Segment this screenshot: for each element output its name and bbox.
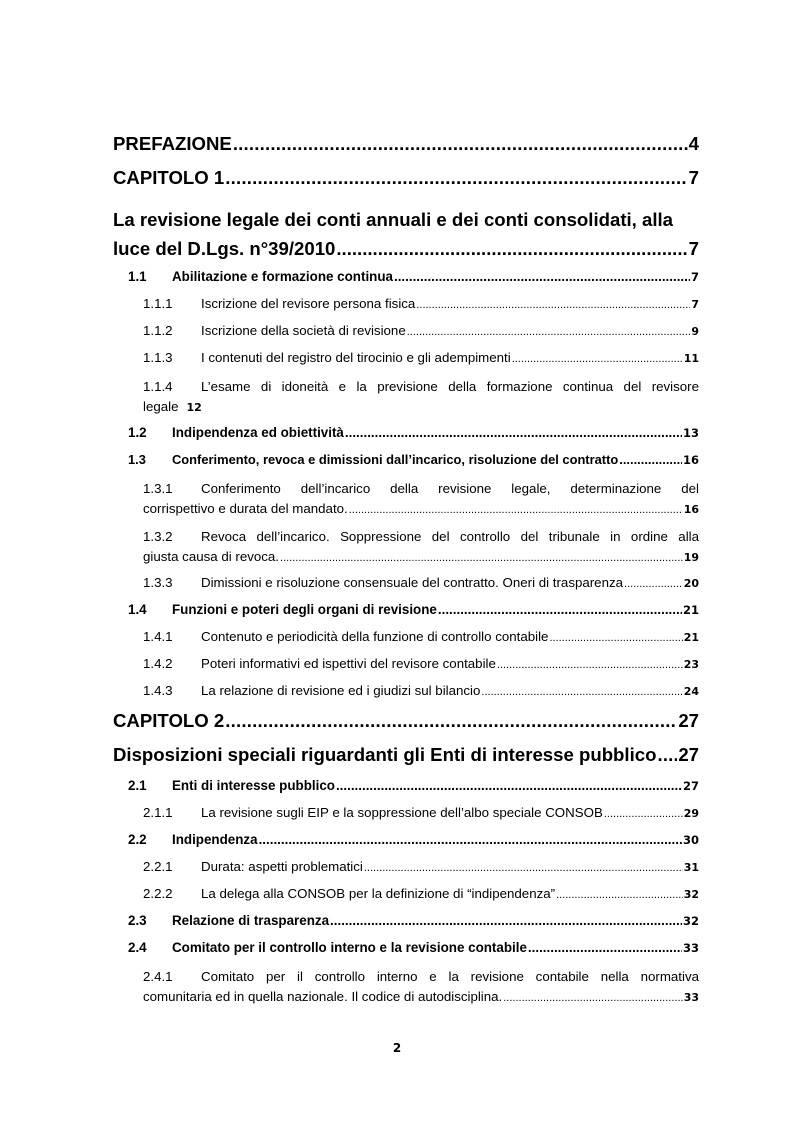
toc-page: 16: [682, 453, 699, 467]
toc-page: 29: [683, 807, 699, 820]
toc-title: Abilitazione e formazione continua: [172, 269, 393, 284]
toc-title: Funzioni e poteri degli organi di revisione: [172, 602, 437, 617]
toc-entry-1-1-1[interactable]: [143, 296, 699, 323]
dot-leader: [619, 452, 682, 467]
table-of-contents: [113, 133, 699, 1015]
toc-title-line1: L’esame di idoneità e la previsione della formazione continua del revisore: [201, 379, 699, 394]
toc-num: 2.2.2: [143, 886, 173, 901]
toc-num: 2.2.1: [143, 859, 173, 874]
toc-entry-2-1[interactable]: [128, 778, 699, 805]
toc-entry-1-1-4[interactable]: [143, 377, 699, 418]
toc-page: 7: [690, 270, 699, 284]
toc-entry-1-4-1[interactable]: [143, 629, 699, 656]
toc-page: 4: [688, 133, 699, 154]
toc-title: Indipendenza: [172, 832, 258, 847]
toc-page: 21: [682, 603, 699, 617]
toc-title: Disposizioni speciali riguardanti gli Enti di interesse pubblico: [113, 744, 657, 765]
toc-title: I contenuti del registro del tirocinio e gli adempimenti: [201, 350, 511, 365]
toc-title: CAPITOLO 2: [113, 710, 225, 731]
toc-title-line1: Revoca dell’incarico. Soppressione del controllo del tribunale in ordine alla: [201, 529, 699, 544]
toc-title: La delega alla CONSOB per la definizione di “indipendenza”: [201, 886, 556, 901]
toc-title-line2: corrispettivo e durata del mandato.: [143, 501, 348, 516]
toc-title: Iscrizione del revisore persona fisica: [201, 296, 416, 311]
dot-leader: [528, 940, 682, 955]
toc-entry-2-2-1[interactable]: [143, 859, 699, 886]
dot-leader: [330, 913, 682, 928]
toc-num: 1.4: [128, 602, 147, 617]
toc-page: 27: [678, 710, 699, 731]
toc-entry-capitolo-1[interactable]: [113, 167, 699, 201]
dot-leader: [225, 167, 687, 189]
toc-title: CAPITOLO 1: [113, 167, 225, 188]
toc-title: La relazione di revisione ed i giudizi sul bilancio: [201, 683, 481, 698]
toc-num: 1.1.3: [143, 350, 173, 365]
dot-leader: [512, 353, 683, 365]
toc-entry-2-2[interactable]: [128, 832, 699, 859]
toc-title: Enti di interesse pubblico: [172, 778, 335, 793]
toc-entry-2-4-1[interactable]: [143, 967, 699, 1008]
toc-entry-1-3-2[interactable]: [143, 527, 699, 568]
toc-num: 1.1.2: [143, 323, 173, 338]
toc-num: 1.3.1: [143, 481, 173, 496]
dot-leader: [438, 602, 682, 617]
toc-title: Relazione di trasparenza: [172, 913, 330, 928]
toc-title: Indipendenza ed obiettività: [172, 425, 344, 440]
dot-leader: [336, 234, 687, 263]
dot-leader: [407, 326, 691, 338]
toc-num: 2.2: [128, 832, 147, 847]
toc-page: 7: [688, 167, 699, 188]
dot-leader: [481, 686, 682, 698]
toc-entry-1-3-1[interactable]: [143, 479, 699, 520]
toc-page: 33: [682, 941, 699, 955]
toc-entry-1-1-3[interactable]: [143, 350, 699, 377]
toc-entry-1-4[interactable]: [128, 602, 699, 629]
dot-leader: [394, 269, 690, 284]
toc-title: Conferimento, revoca e dimissioni dall’incarico, risoluzione del contratto: [172, 452, 619, 467]
toc-entry-capitolo-1-title[interactable]: [113, 205, 699, 263]
toc-num: 1.1: [128, 269, 147, 284]
toc-title: La revisione sugli EIP e la soppressione dell’albo speciale CONSOB: [201, 805, 603, 820]
toc-title: Iscrizione della società di revisione: [201, 323, 406, 338]
toc-title-line1: Comitato per il controllo interno e la revisione contabile nella normativa: [201, 969, 699, 984]
toc-page: 27: [678, 744, 699, 765]
toc-page: 32: [682, 914, 699, 928]
toc-entry-1-1[interactable]: [128, 269, 699, 296]
toc-entry-2-3[interactable]: [128, 913, 699, 940]
toc-title-line2: luce del D.Lgs. n°39/2010: [113, 238, 336, 259]
dot-leader: [280, 548, 683, 568]
toc-num: 1.1.1: [143, 296, 173, 311]
toc-num: 2.1: [128, 778, 147, 793]
toc-entry-capitolo-2[interactable]: [113, 710, 699, 744]
toc-title-line2: giusta causa di revoca.: [143, 549, 280, 564]
dot-leader: [556, 889, 683, 901]
dot-leader: [225, 710, 677, 732]
toc-title: Contenuto e periodicità della funzione di controllo contabile: [201, 629, 549, 644]
toc-page: 13: [682, 426, 699, 440]
toc-page: 11: [683, 352, 699, 365]
toc-page: 20: [683, 577, 699, 590]
dot-leader: [549, 632, 682, 644]
toc-title-line1: La revisione legale dei conti annuali e dei conti consolidati, alla: [113, 209, 674, 230]
dot-leader: [345, 425, 682, 440]
dot-leader: [497, 659, 683, 671]
toc-entry-2-1-1[interactable]: [143, 805, 699, 832]
toc-title: PREFAZIONE: [113, 133, 232, 154]
dot-leader: [364, 862, 683, 874]
toc-title: Durata: aspetti problematici: [201, 859, 363, 874]
toc-page: 7: [688, 238, 699, 259]
toc-num: 1.4.1: [143, 629, 173, 644]
toc-title: Poteri informativi ed ispettivi del revisore contabile: [201, 656, 496, 671]
dot-leader: [503, 988, 682, 1008]
toc-entry-2-4[interactable]: [128, 940, 699, 967]
toc-title-line1: Conferimento dell’incarico della revisione legale, determinazione del: [201, 481, 699, 496]
dot-leader: [259, 832, 682, 847]
toc-entry-capitolo-2-title[interactable]: [113, 744, 699, 778]
toc-page: 31: [683, 861, 699, 874]
toc-entry-1-1-2[interactable]: [143, 323, 699, 350]
dot-leader: [416, 299, 690, 311]
page-number: 2: [392, 1041, 402, 1055]
toc-num: 1.3.2: [143, 529, 173, 544]
toc-title: Comitato per il controllo interno e la revisione contabile: [172, 940, 527, 955]
toc-num: 2.4: [128, 940, 147, 955]
toc-num: 1.4.2: [143, 656, 173, 671]
toc-num: 1.1.4: [143, 379, 173, 394]
toc-page: 19: [683, 551, 699, 564]
toc-num: 1.4.3: [143, 683, 173, 698]
dot-leader: [349, 500, 683, 520]
toc-page: 24: [683, 685, 699, 698]
toc-page: 12: [186, 401, 202, 414]
toc-entry-1-4-3[interactable]: [143, 683, 699, 710]
toc-title-line2: legale: [143, 399, 179, 414]
toc-entry-prefazione[interactable]: [113, 133, 699, 167]
toc-num: 2.3: [128, 913, 147, 928]
toc-page: 16: [683, 503, 699, 516]
toc-entry-1-4-2[interactable]: [143, 656, 699, 683]
toc-page: 27: [682, 779, 699, 793]
toc-page: 21: [683, 631, 699, 644]
toc-num: 1.2: [128, 425, 147, 440]
toc-entry-1-3-3[interactable]: [143, 575, 699, 602]
dot-leader: [336, 778, 682, 793]
toc-title: Dimissioni e risoluzione consensuale del contratto. Oneri di trasparenza: [201, 575, 624, 590]
dot-leader: [657, 744, 677, 766]
toc-entry-1-3[interactable]: [128, 452, 699, 479]
toc-num: 2.4.1: [143, 969, 173, 984]
toc-num: 1.3.3: [143, 575, 173, 590]
toc-page: 23: [683, 658, 699, 671]
toc-page: 9: [691, 325, 699, 338]
toc-num: 1.3: [128, 452, 146, 467]
dot-leader: [624, 578, 683, 590]
toc-page: 7: [691, 298, 699, 311]
toc-page: 30: [682, 833, 699, 847]
toc-page: 33: [683, 991, 699, 1004]
toc-entry-1-2[interactable]: [128, 425, 699, 452]
toc-title-line2: comunitaria ed in quella nazionale. Il codice di autodisciplina.: [143, 989, 503, 1004]
toc-num: 2.1.1: [143, 805, 173, 820]
dot-leader: [233, 133, 688, 155]
toc-page: 32: [683, 888, 699, 901]
toc-entry-2-2-2[interactable]: [143, 886, 699, 913]
dot-leader: [604, 808, 683, 820]
